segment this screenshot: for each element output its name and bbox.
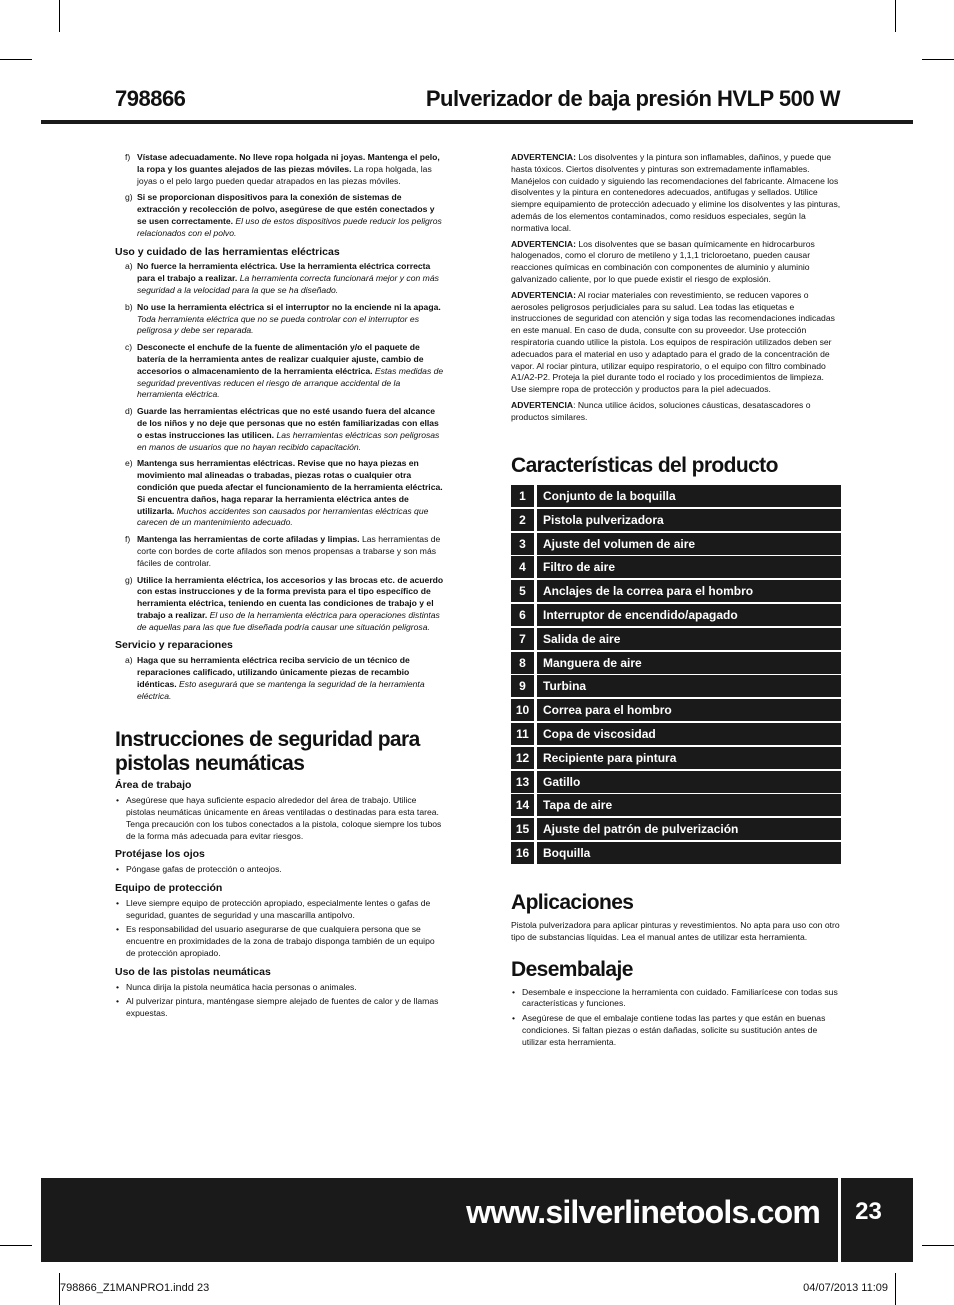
feature-number: 12 <box>511 747 534 769</box>
feature-row <box>511 818 841 840</box>
item-letter: g) <box>125 192 133 203</box>
page-title: Pulverizador de baja presión HVLP 500 W <box>425 86 840 111</box>
header-rule <box>41 120 913 124</box>
feature-row <box>511 675 841 697</box>
equip-bullets <box>115 898 445 960</box>
unpack-heading: Desembalaje <box>511 957 633 981</box>
safety-item <box>115 406 445 453</box>
feature-number: 4 <box>511 556 534 578</box>
crop-mark <box>0 59 32 60</box>
feature-row <box>511 771 841 793</box>
warning-paragraph <box>511 152 841 235</box>
feature-label: Filtro de aire <box>537 556 841 578</box>
bullet-item: • Es responsabilidad del usuario asegurarse de que cualquiera persona que se encuentre en proximidades de la zona de trabajo disponga también de un equipo de protección apropiado. <box>115 924 445 959</box>
item-bold-text: Mantenga sus herramientas eléctricas. Revise que no haya piezas en movimiento mal alineadas o trabadas, piezas rotas o cualquier otra condición que pueda afectar el funcionamiento de la herramienta eléctrica. Si encuentra daños, haga reparar la herramienta eléctrica antes de utilizarla. <box>137 458 443 516</box>
slug-date: 04/07/2013 11:09 <box>803 1282 888 1294</box>
unpack-bullets <box>511 987 841 1049</box>
feature-row <box>511 842 841 864</box>
area-bullets <box>115 795 445 842</box>
apps-text: Pistola pulverizadora para aplicar pinturas y revestimientos. No apta para uso con otro tipo de substancias líquidas. Lea el manual antes de utilizar esta herramienta. <box>511 920 840 942</box>
features-heading-wrap <box>511 454 841 478</box>
feature-row <box>511 485 841 507</box>
item-italic-text: Esto asegurará que se mantenga la seguridad de la herramienta eléctrica. <box>137 678 425 701</box>
feature-row <box>511 533 841 555</box>
safety-item <box>115 152 445 187</box>
item-italic-text: Muchos accidentes son causados por herramientas eléctricas que carecen de un mantenimiento adecuado. <box>137 505 429 528</box>
item-bold-text: Guarde las herramientas eléctricas que no esté usando fuera del alcance de los niños y no deje que personas que no estén familiarizadas con ellas o estas instrucciones las utilicen. <box>137 406 439 440</box>
feature-label: Boquilla <box>537 842 841 864</box>
feature-label: Ajuste del volumen de aire <box>537 533 841 555</box>
item-italic-text: Estas medidas de seguridad preventivas reducen el riesgo de arranque accidental de la herramienta eléctrica. <box>137 365 444 400</box>
feature-number: 5 <box>511 580 534 602</box>
item-italic-text: Las herramientas eléctricas son peligrosas en manos de usuarios que no hayan recibido capacitación. <box>137 429 440 452</box>
features-table <box>511 485 841 866</box>
safety-items-tools <box>115 261 445 633</box>
feature-label: Gatillo <box>537 771 841 793</box>
feature-number: 13 <box>511 771 534 793</box>
feature-row <box>511 580 841 602</box>
feature-number: 16 <box>511 842 534 864</box>
feature-label: Anclajes de la correa para el hombro <box>537 580 841 602</box>
safety-item <box>115 342 445 401</box>
item-letter: a) <box>125 261 133 272</box>
feature-label: Ajuste del patrón de pulverización <box>537 818 841 840</box>
product-code: 798866 <box>115 86 186 111</box>
feature-row <box>511 628 841 650</box>
feature-label: Manguera de aire <box>537 652 841 674</box>
feature-label: Recipiente para pintura <box>537 747 841 769</box>
bullet-item: • Lleve siempre equipo de protección apropiado, especialmente lentes o gafas de seguridad, guantes de seguridad y una mascarilla antipolvo. <box>115 898 445 922</box>
feature-label: Copa de viscosidad <box>537 723 841 745</box>
safety-item <box>115 458 445 529</box>
item-text: La ropa holgada, las joyas o el pelo largo pueden quedar atrapados en las piezas móviles. <box>137 163 432 186</box>
use-bullets <box>115 982 445 1020</box>
area-title: Área de trabajo <box>115 779 192 792</box>
crop-mark <box>895 1273 896 1305</box>
item-bold-text: No fuerce la herramienta eléctrica. Use la herramienta eléctrica correcta para el trabajo a realizar. <box>137 261 431 284</box>
apps-heading: Aplicaciones <box>511 891 634 914</box>
feature-number: 6 <box>511 604 534 626</box>
warning-label: ADVERTENCIA: <box>511 238 576 249</box>
section-title-tools: Uso y cuidado de las herramientas eléctricas <box>115 245 340 258</box>
crop-mark <box>922 59 954 60</box>
feature-number: 15 <box>511 818 534 840</box>
item-bold-text: No use la herramienta eléctrica si el interruptor no la enciende ni la apaga. <box>137 301 441 312</box>
feature-number: 8 <box>511 652 534 674</box>
item-letter: d) <box>125 406 133 417</box>
feature-row <box>511 604 841 626</box>
item-letter: f) <box>125 152 131 162</box>
bullet-item: • Póngase gafas de protección o anteojos. <box>115 864 445 876</box>
item-italic-text: La herramienta correcta funcionará mejor y con más seguridad a la velocidad para la que se ha diseñado. <box>137 273 439 295</box>
feature-label: Interruptor de encendido/apagado <box>537 604 841 626</box>
page-header <box>115 86 840 120</box>
item-bold-text: Desconecte el enchufe de la fuente de alimentación y/o el paquete de batería de la herramienta antes de realizar cualquier ajuste, cambio de accesorios o almacenamiento de la herramienta eléctrica. <box>137 342 424 376</box>
feature-row <box>511 723 841 745</box>
feature-number: 2 <box>511 509 534 531</box>
use-title: Uso de las pistolas neumáticas <box>115 965 271 978</box>
safety-items-general <box>115 152 445 240</box>
crop-mark <box>895 0 896 32</box>
item-bold-text: Si se proporcionan dispositivos para la conexión de sistemas de extracción y recolección de polvo, asegúrese de que estén conectados y se usen correctamente. <box>137 192 435 226</box>
safety-item <box>115 302 445 337</box>
item-letter: f) <box>125 534 131 545</box>
safety-item <box>115 534 445 569</box>
safety-items-service <box>115 655 445 702</box>
features-heading: Características del producto <box>511 454 778 477</box>
feature-row <box>511 556 841 578</box>
item-italic-text: Toda herramienta eléctrica que no se pueda controlar con el interruptor es peligrosa y debe ser reparada. <box>137 313 420 336</box>
feature-row <box>511 699 841 721</box>
item-letter: b) <box>125 301 133 312</box>
page-number: 23 <box>855 1198 882 1225</box>
bullet-item: • Al pulverizar pintura, manténgase siempre alejado de fuentes de calor y de llamas expuestas. <box>115 996 445 1020</box>
safety-item <box>115 192 445 239</box>
item-bold-text: Haga que su herramienta eléctrica reciba servicio de un técnico de reparaciones calificado, utilizando únicamente piezas de recambio idénticas. <box>137 655 410 689</box>
crop-mark <box>0 1245 32 1246</box>
warning-text: Al rociar materiales con revestimiento, se reducen vapores o aerosoles peligrosos perjudiciales para su salud. Lea todas las etiquetas e instrucciones de seguridad con atención y siga todas las recomendaciones indicadas en este manual. En caso de duda, consulte con su proveedor. Use protección respiratoria cuando utilice la pistola. Los equipos de respiración utilizados deben ser adecuados para el material en uso y adaptado para el grado de la concentración de vapor. Al rociar pintura, utilizar equipo respiratorio, o el equipo con filtro combinado A1/A2-P2. Proteja la piel durante todo el rociado y los procedimientos de limpieza. Use siempre ropa de protección y productos para la piel adecuados. <box>511 289 835 395</box>
crop-mark <box>922 1245 954 1246</box>
apps-section <box>511 891 841 1052</box>
feature-label: Conjunto de la boquilla <box>537 485 841 507</box>
warning-text: Los disolventes que se basan químicamente en hidrocarburos halogenados, como el cloruro de metileno y 1,1,1 tricloroetano, pueden causar reacciones químicas en combinación con componentes de aluminio y aluminio galvanizado caliente, por lo que puede existir el riesgo de explosión. <box>511 238 815 284</box>
heading-air-safety: Instrucciones de seguridad para pistolas neumáticas <box>115 728 420 776</box>
feature-row <box>511 652 841 674</box>
warning-label: ADVERTENCIA: <box>511 152 576 162</box>
feature-number: 1 <box>511 485 534 507</box>
item-bold-text: Utilice la herramienta eléctrica, los accesorios y las brocas etc. de acuerdo con estas instrucciones y de la forma prevista para el tipo específico de herramienta eléctrica, teniendo en cuenta las condiciones de trabajo y el trabajo a realizar. <box>137 574 444 620</box>
bullet-item: • Asegúrese de que el embalaje contiene todas las partes y que están en buenas condiciones. Si faltan piezas o están dañadas, solicite su sustitución antes de utilizar esta herramienta. <box>511 1013 841 1048</box>
crop-mark <box>59 0 60 32</box>
feature-row <box>511 747 841 769</box>
warning-paragraph <box>511 400 841 424</box>
equip-title: Equipo de protección <box>115 882 223 895</box>
item-letter: c) <box>125 342 133 353</box>
item-italic-text: El uso de la herramienta eléctrica para operaciones distintas de aquellas para las que fue diseñada podría causar une situación peligrosa. <box>137 609 440 632</box>
warning-label: ADVERTENCIA: <box>511 289 576 300</box>
right-column <box>511 152 841 428</box>
slug-file: 798866_Z1MANPRO1.indd 23 <box>60 1282 210 1294</box>
safety-item <box>115 575 445 634</box>
item-letter: g) <box>125 574 133 585</box>
footer-bar <box>41 1178 838 1262</box>
feature-label: Tapa de aire <box>537 794 841 816</box>
section-title-service: Servicio y reparaciones <box>115 639 233 652</box>
warning-label: ADVERTENCIA <box>511 399 574 410</box>
feature-label: Turbina <box>537 675 841 697</box>
eyes-bullets <box>115 864 445 876</box>
left-column <box>115 152 445 1023</box>
item-bold-text: Vístase adecuadamente. No lleve ropa holgada ni joyas. Mantenga el pelo, la ropa y los guantes alejados de las piezas móviles. <box>137 152 440 174</box>
bullet-item: • Desembale e inspeccione la herramienta con cuidado. Familiarícese con todas sus características y funciones. <box>511 987 841 1011</box>
item-bold-text: Mantenga las herramientas de corte afiladas y limpias. <box>137 534 360 545</box>
feature-label: Pistola pulverizadora <box>537 509 841 531</box>
feature-label: Correa para el hombro <box>537 699 841 721</box>
feature-number: 14 <box>511 794 534 816</box>
item-letter: a) <box>125 655 133 666</box>
item-letter: e) <box>125 458 133 469</box>
safety-item <box>115 261 445 296</box>
warning-paragraph <box>511 239 841 286</box>
warning-paragraph <box>511 290 841 396</box>
bullet-item: • Asegúrese que haya suficiente espacio alrededor del área de trabajo. Utilice pistolas neumáticas únicamente en áreas ventiladas o destinadas para esta tarea. Tenga precaución con los tubos conectados a la pistola, coloque siempre los tubos de la forma más adecuada para evitar riesgos. <box>115 795 445 842</box>
website-url: www.silverlinetools.com <box>466 1194 820 1230</box>
page-number-box <box>841 1178 913 1262</box>
safety-item <box>115 655 445 702</box>
feature-number: 9 <box>511 675 534 697</box>
feature-number: 3 <box>511 533 534 555</box>
feature-label: Salida de aire <box>537 628 841 650</box>
bullet-item: • Nunca dirija la pistola neumática hacia personas o animales. <box>115 982 445 994</box>
item-italic-text: El uso de estos dispositivos puede reducir los peligros relacionados con el polvo. <box>137 215 442 238</box>
item-text: Las herramientas de corte con bordes de corte afilados son menos propensas a trabarse y son más fáciles de controlar. <box>137 534 441 568</box>
feature-number: 10 <box>511 699 534 721</box>
feature-number: 11 <box>511 723 534 745</box>
feature-number: 7 <box>511 628 534 650</box>
feature-row <box>511 794 841 816</box>
feature-row <box>511 509 841 531</box>
warning-text: : Nunca utilice ácidos, soluciones cáusticas, desatascadores o productos similares. <box>511 399 811 422</box>
eyes-title: Protéjase los ojos <box>115 848 205 861</box>
warnings <box>511 152 841 424</box>
warning-text: Los disolventes y la pintura son inflamables, dañinos, y puede que hasta tóxicos. Ciertos disolventes y pinturas son extremadamente inflamables. Manéjelos con cuidado y siguiendo las recomendaciones del fabricante. Almacene los disolventes y la pintura en contenedores adecuados, antifugas y sellados. Utilice siempre equipamiento de protección adecuado y elimine los disolventes y las pinturas, además de los elementos contaminados, como residuos especiales, según la normativa local. <box>511 152 841 233</box>
